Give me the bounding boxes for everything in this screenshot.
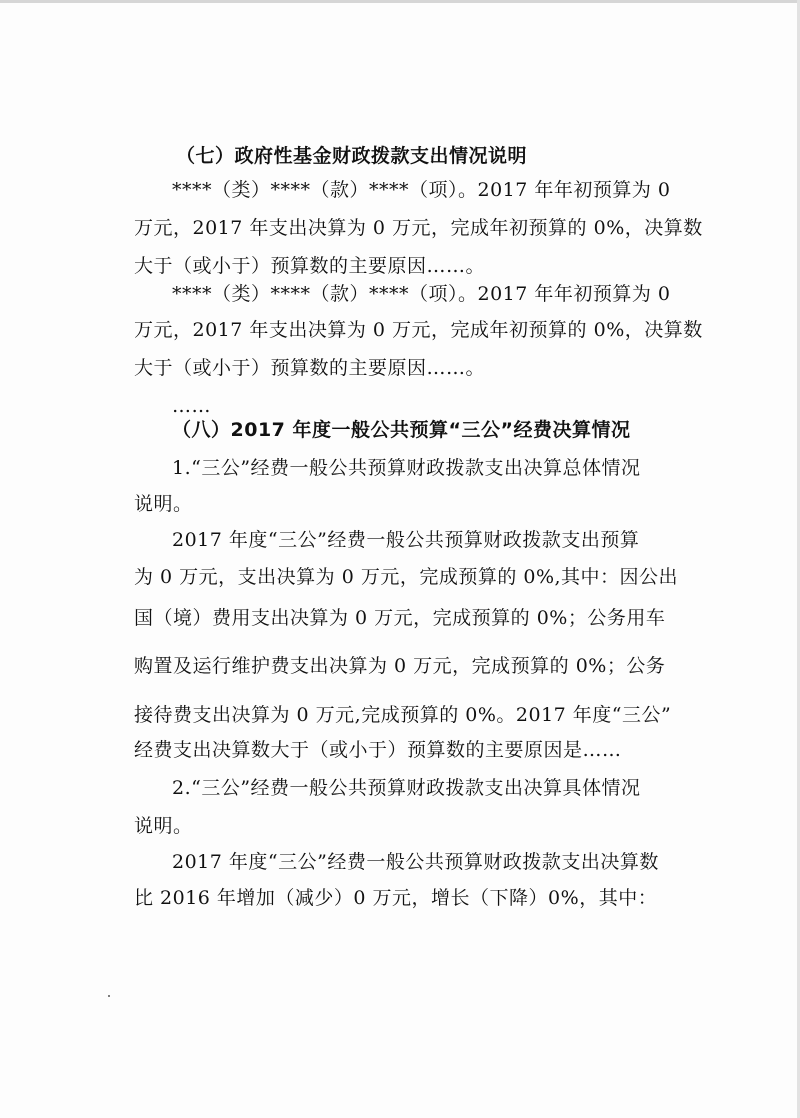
- item-1-body-line3: 国（境）费用支出决算为 0 万元，完成预算的 0%；公务用车: [134, 607, 666, 629]
- section-7-ellipsis: ……: [172, 395, 211, 417]
- item-1-body-line1: 2017 年度“三公”经费一般公共预算财政拨款支出预算: [172, 529, 640, 551]
- item-1-title-line1: 1.“三公”经费一般公共预算财政拨款支出决算总体情况: [172, 457, 641, 479]
- item-2-body-line2: 比 2016 年增加（减少）0 万元，增长（下降）0%，其中：: [134, 887, 658, 909]
- item-1-title-line2: 说明。: [134, 493, 193, 515]
- section-7-para1-line1: ****（类）****（款）****（项）。2017 年年初预算为 0: [172, 179, 671, 201]
- scan-edge-top: [0, 0, 800, 3]
- item-2-body-line1: 2017 年度“三公”经费一般公共预算财政拨款支出决算数: [172, 851, 659, 873]
- item-2-title-line2: 说明。: [134, 815, 193, 837]
- section-7-para2-line1: ****（类）****（款）****（项）。2017 年年初预算为 0: [172, 283, 671, 305]
- item-1-body-line6: 经费支出决算数大于（或小于）预算数的主要原因是……: [134, 739, 622, 761]
- item-2-title-line1: 2.“三公”经费一般公共预算财政拨款支出决算具体情况: [172, 777, 641, 799]
- section-8-heading: （八）2017 年度一般公共预算“三公”经费决算情况: [172, 419, 631, 441]
- scan-speck: [108, 995, 110, 997]
- section-7-heading: （七）政府性基金财政拨款支出情况说明: [176, 145, 528, 167]
- item-1-body-line5: 接待费支出决算为 0 万元,完成预算的 0%。2017 年度“三公”: [134, 704, 672, 726]
- section-7-para1-line3: 大于（或小于）预算数的主要原因……。: [134, 255, 486, 277]
- section-7-para1-line2: 万元，2017 年支出决算为 0 万元，完成年初预算的 0%，决算数: [134, 217, 703, 239]
- item-1-body-line2: 为 0 万元，支出决算为 0 万元，完成预算的 0%,其中：因公出: [134, 566, 679, 588]
- section-7-para2-line3: 大于（或小于）预算数的主要原因……。: [134, 357, 486, 379]
- section-7-para2-line2: 万元，2017 年支出决算为 0 万元，完成年初预算的 0%，决算数: [134, 319, 703, 341]
- item-1-body-line4: 购置及运行维护费支出决算为 0 万元，完成预算的 0%；公务: [134, 655, 666, 677]
